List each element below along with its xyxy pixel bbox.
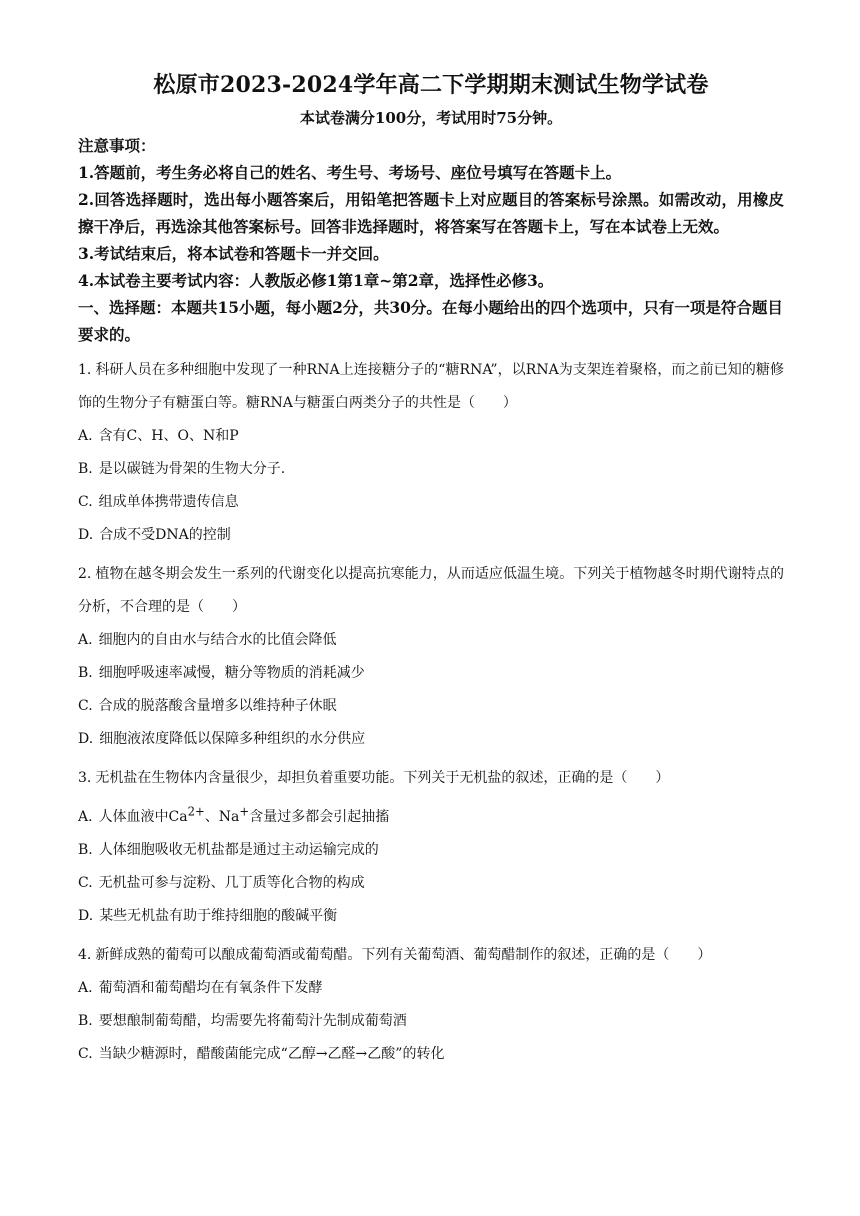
- question-number: 3.: [78, 770, 92, 786]
- option-c: [78, 1038, 784, 1071]
- note-item: 3.考试结束后，将本试卷和答题卡一并交回。: [78, 244, 389, 263]
- option-letter: C.: [78, 494, 93, 510]
- option-b: [78, 1005, 784, 1038]
- option-text: [98, 804, 390, 825]
- option-letter: D.: [78, 731, 94, 747]
- option-b: [78, 453, 784, 486]
- exam-subtitle: 本试卷满分100分，考试用时75分钟。: [299, 109, 563, 127]
- option-letter: A.: [78, 632, 93, 648]
- question-4: [78, 939, 784, 1071]
- option-letter: B.: [78, 841, 93, 858]
- option-text: 组成单体携带遗传信息: [98, 494, 239, 510]
- option-d: [78, 723, 784, 756]
- question-1: [78, 354, 784, 552]
- option-letter: D.: [78, 527, 94, 543]
- option-letter: A.: [78, 979, 93, 996]
- option-text: 细胞呼吸速率减慢，糖分等物质的消耗减少: [98, 665, 365, 681]
- question-stem: [78, 939, 784, 972]
- note-item: 2.回答选择题时，选出每小题答案后，用铅笔把答题卡上对应题目的答案标号涂黑。如需改动，用橡皮擦干净后，再选涂其他答案标号。回答非选择题时，将答案写在答题卡上，写在本试卷上无效。: [78, 190, 784, 236]
- option-a: [78, 795, 784, 834]
- option-text: 当缺少糖源时，醋酸菌能完成“乙醇→乙醛→乙酸”的转化: [98, 1045, 445, 1062]
- question-text: 科研人员在多种细胞中发现了一种RNA上连接糖分子的“糖RNA”，以RNA为支架连着聚格，而之前已知的糖修饰的生物分子有糖蛋白等。糖RNA与糖蛋白两类分子的共性是（ ）: [78, 362, 784, 411]
- superscript-charge: +: [239, 804, 250, 818]
- exam-page: [78, 70, 784, 1071]
- option-text: 是以碳链为骨架的生物大分子.: [98, 461, 286, 477]
- question-number: 2.: [78, 566, 92, 582]
- option-letter: A.: [78, 428, 93, 444]
- option-text-part: 含量过多都会引起抽搐: [249, 808, 390, 825]
- option-d: [78, 519, 784, 552]
- option-text-part: 人体血液中Ca: [98, 808, 188, 825]
- question-stem: [78, 762, 784, 795]
- option-letter: C.: [78, 698, 93, 714]
- option-c: [78, 867, 784, 900]
- exam-title: 松原市2023-2024学年高二下学期期末测试生物学试卷: [153, 72, 709, 98]
- question-2: [78, 558, 784, 756]
- notes-heading: 注意事项：: [78, 136, 156, 155]
- option-text: 细胞液浓度降低以保障多种组织的水分供应: [99, 731, 366, 747]
- option-letter: C.: [78, 874, 93, 891]
- question-text: 新鲜成熟的葡萄可以酿成葡萄酒或葡萄醋。下列有关葡萄酒、葡萄醋制作的叙述，正确的是（ ）: [95, 946, 712, 963]
- note-item: 4.本试卷主要考试内容：人教版必修1第1章~第2章，选择性必修3。: [78, 271, 554, 290]
- option-c: [78, 486, 784, 519]
- superscript-charge: 2+: [187, 804, 205, 818]
- option-letter: B.: [78, 1012, 93, 1029]
- option-text: 某些无机盐有助于维持细胞的酸碱平衡: [99, 907, 338, 924]
- question-stem: [78, 354, 784, 420]
- option-a: [78, 420, 784, 453]
- option-text: 含有C、H、O、N和P: [98, 428, 239, 444]
- option-text: 无机盐可参与淀粉、几丁质等化合物的构成: [98, 874, 365, 891]
- option-a: [78, 972, 784, 1005]
- question-3: [78, 762, 784, 933]
- option-text: 葡萄酒和葡萄醋均在有氧条件下发酵: [98, 979, 323, 996]
- option-letter: B.: [78, 461, 93, 477]
- option-text: 细胞内的自由水与结合水的比值会降低: [98, 632, 337, 648]
- section-heading: 一、选择题：本题共15小题，每小题2分，共30分。在每小题给出的四个选项中，只有一项是符合题目要求的。: [78, 298, 783, 344]
- option-letter: C.: [78, 1045, 93, 1062]
- option-letter: D.: [78, 907, 94, 924]
- option-a: [78, 624, 784, 657]
- question-number: 4.: [78, 946, 92, 963]
- option-b: [78, 834, 784, 867]
- option-letter: A.: [78, 808, 93, 825]
- option-b: [78, 657, 784, 690]
- option-text: 人体细胞吸收无机盐都是通过主动运输完成的: [98, 841, 379, 858]
- question-number: 1.: [78, 362, 92, 378]
- option-c: [78, 690, 784, 723]
- question-text: 无机盐在生物体内含量很少，却担负着重要功能。下列关于无机盐的叙述，正确的是（ ）: [95, 770, 670, 786]
- question-text: 植物在越冬期会发生一系列的代谢变化以提高抗寒能力，从而适应低温生境。下列关于植物越冬时期代谢特点的分析，不合理的是（ ）: [78, 566, 784, 615]
- question-stem: [78, 558, 784, 624]
- note-item: 1.答题前，考生务必将自己的姓名、考生号、考场号、座位号填写在答题卡上。: [78, 163, 622, 182]
- option-text: 要想酿制葡萄醋，均需要先将葡萄汁先制成葡萄酒: [98, 1012, 407, 1029]
- option-text-part: 、Na: [204, 808, 240, 825]
- option-d: [78, 900, 784, 933]
- option-text: 合成的脱落酸含量增多以维持种子休眠: [98, 698, 337, 714]
- option-letter: B.: [78, 665, 93, 681]
- option-text: 合成不受DNA的控制: [99, 527, 231, 543]
